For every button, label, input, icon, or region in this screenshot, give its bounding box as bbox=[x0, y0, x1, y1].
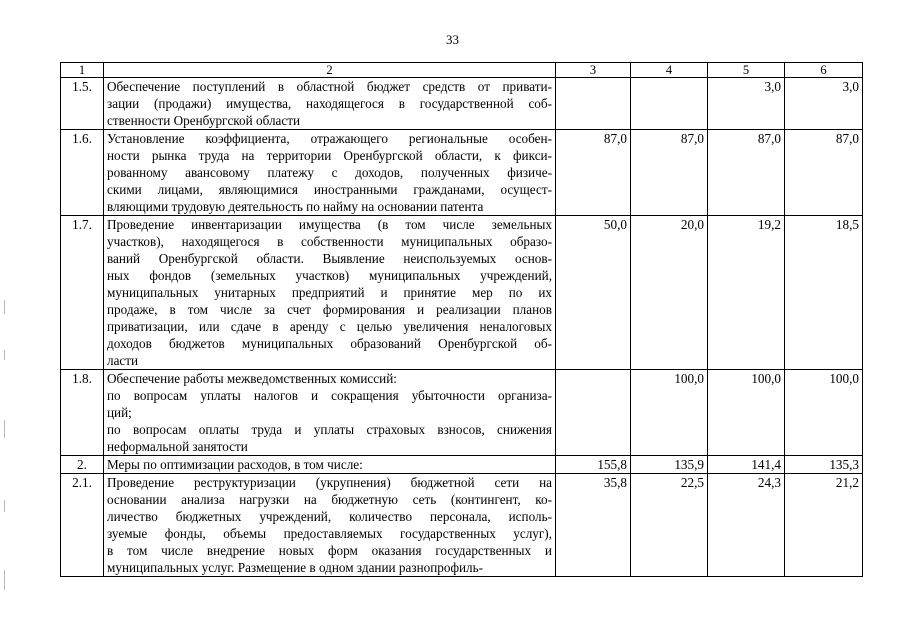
description-line: ственности Оренбургской области bbox=[107, 113, 301, 128]
value-c4: 22,5 bbox=[631, 474, 708, 577]
row-number: 1.6. bbox=[61, 130, 104, 216]
description-line: неформальной занятости bbox=[107, 439, 248, 454]
value-c4: 20,0 bbox=[631, 216, 708, 370]
value-c6: 18,5 bbox=[785, 216, 863, 370]
measure-description bbox=[104, 216, 556, 370]
description-line: муниципальных унитарных предприятий и принятие мер по их bbox=[107, 285, 552, 300]
value-c3: 35,8 bbox=[556, 474, 631, 577]
table-row bbox=[61, 130, 863, 216]
header-cell: 5 bbox=[708, 63, 785, 78]
value-c4: 100,0 bbox=[631, 370, 708, 456]
header-cell: 2 bbox=[104, 63, 556, 78]
description-line: зации (продажи) имущества, находящегося в государственной соб- bbox=[107, 96, 552, 111]
measure-description bbox=[104, 130, 556, 216]
value-c6: 100,0 bbox=[785, 370, 863, 456]
description-line: личество бюджетных учреждений, количество персонала, исполь- bbox=[107, 509, 552, 524]
measure-description bbox=[104, 474, 556, 577]
description-line: ваний Оренбургской области. Выявление неиспользуемых основ- bbox=[107, 251, 552, 266]
measure-description bbox=[104, 456, 556, 474]
value-c4: 135,9 bbox=[631, 456, 708, 474]
description-line: участков), находящегося в собственности муниципальных образо- bbox=[107, 234, 552, 249]
row-number: 2.1. bbox=[61, 474, 104, 577]
description-line: Меры по оптимизации расходов, в том числе: bbox=[107, 457, 363, 472]
row-number: 1.7. bbox=[61, 216, 104, 370]
measure-description bbox=[104, 370, 556, 456]
page-number: 33 bbox=[446, 32, 459, 47]
table-row bbox=[61, 456, 863, 474]
header-cell: 4 bbox=[631, 63, 708, 78]
value-c4 bbox=[631, 78, 708, 130]
description-line: по вопросам уплаты налогов и сокращения убыточности организа- bbox=[107, 388, 552, 403]
table-row bbox=[61, 216, 863, 370]
value-c3: 50,0 bbox=[556, 216, 631, 370]
measures-table bbox=[60, 62, 863, 577]
value-c4: 87,0 bbox=[631, 130, 708, 216]
value-c6: 3,0 bbox=[785, 78, 863, 130]
description-line: ных фондов (земельных участков) муниципальных учреждений, bbox=[107, 268, 552, 283]
value-c6: 87,0 bbox=[785, 130, 863, 216]
description-line: по вопросам оплаты труда и уплаты страховых взносов, снижения bbox=[107, 422, 552, 437]
description-line: Проведение инвентаризации имущества (в том числе земельных bbox=[107, 217, 552, 232]
table-header-row bbox=[61, 63, 863, 78]
description-line: Обеспечение поступлений в областной бюджет средств от привати- bbox=[107, 79, 552, 94]
value-c3: 87,0 bbox=[556, 130, 631, 216]
description-line: Установление коэффициента, отражающего региональные особен- bbox=[107, 131, 552, 146]
row-number: 2. bbox=[61, 456, 104, 474]
value-c5: 100,0 bbox=[708, 370, 785, 456]
description-line: приватизации, или сдаче в аренду с целью увеличения неналоговых bbox=[107, 319, 552, 334]
value-c3: 155,8 bbox=[556, 456, 631, 474]
description-line: продаже, в том числе за счет формирования и реализации планов bbox=[107, 302, 552, 317]
value-c5: 19,2 bbox=[708, 216, 785, 370]
description-line: муниципальных услуг. Размещение в одном здании разнопрофиль- bbox=[107, 560, 484, 575]
description-line: ласти bbox=[107, 353, 139, 368]
description-line: Обеспечение работы межведомственных комиссий: bbox=[107, 371, 397, 386]
value-c5: 141,4 bbox=[708, 456, 785, 474]
value-c3 bbox=[556, 78, 631, 130]
row-number: 1.8. bbox=[61, 370, 104, 456]
description-line: вляющими трудовую деятельность по найму на основании патента bbox=[107, 199, 484, 214]
header-cell: 3 bbox=[556, 63, 631, 78]
description-line: зуемые фонды, объемы предоставляемых государственных услуг), bbox=[107, 526, 552, 541]
value-c3 bbox=[556, 370, 631, 456]
table-row bbox=[61, 370, 863, 456]
description-line: доходов бюджетов муниципальных образований Оренбургской об- bbox=[107, 336, 552, 351]
value-c5: 3,0 bbox=[708, 78, 785, 130]
value-c5: 24,3 bbox=[708, 474, 785, 577]
table-row bbox=[61, 78, 863, 130]
scan-artifact-marks bbox=[4, 300, 6, 630]
description-line: ности рынка труда на территории Оренбургской области, к фикси- bbox=[107, 148, 552, 163]
table-row bbox=[61, 474, 863, 577]
description-line: рованному авансовому платежу с доходов, полученных физиче- bbox=[107, 165, 552, 180]
row-number: 1.5. bbox=[61, 78, 104, 130]
header-cell: 6 bbox=[785, 63, 863, 78]
description-line: ций; bbox=[107, 405, 132, 420]
measure-description bbox=[104, 78, 556, 130]
description-line: Проведение реструктуризации (укрупнения) бюджетной сети на bbox=[107, 475, 552, 490]
value-c6: 135,3 bbox=[785, 456, 863, 474]
value-c5: 87,0 bbox=[708, 130, 785, 216]
value-c6: 21,2 bbox=[785, 474, 863, 577]
description-line: скими лицами, являющимися иностранными гражданами, осущест- bbox=[107, 182, 552, 197]
description-line: основании анализа нагрузки на бюджетную сеть (контингент, ко- bbox=[107, 492, 552, 507]
description-line: в том числе внедрение новых форм оказания государственных и bbox=[107, 543, 552, 558]
header-cell: 1 bbox=[61, 63, 104, 78]
